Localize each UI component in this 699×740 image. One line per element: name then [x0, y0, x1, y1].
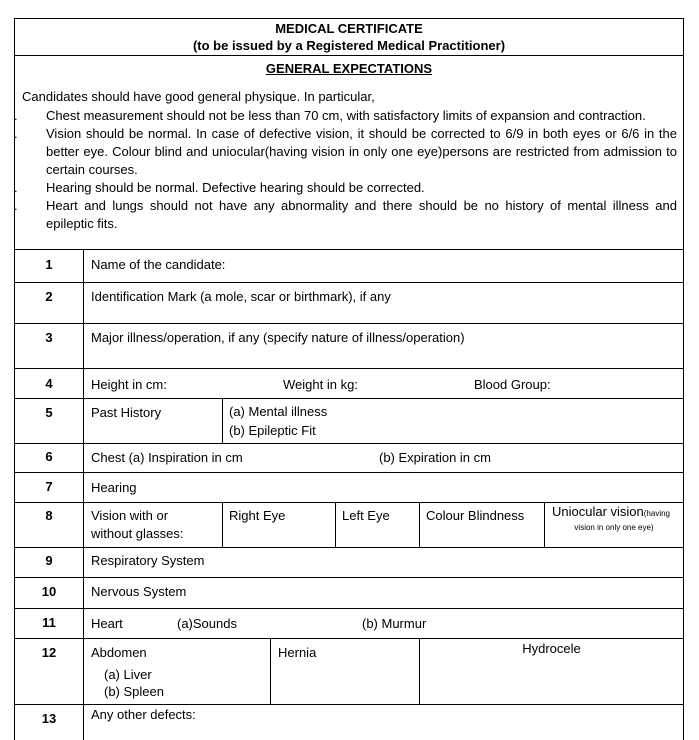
page-subtitle: (to be issued by a Registered Medical Practitioner)	[192, 38, 506, 53]
row-divider	[14, 638, 684, 639]
row-number: 2	[45, 289, 53, 304]
height-field[interactable]: Height in cm:	[91, 377, 167, 392]
row-number: 1	[45, 257, 53, 272]
border-right	[683, 18, 684, 740]
row-divider	[14, 282, 684, 283]
expectation-item: Vision should be normal. In case of defective vision, it should be corrected to 6/9 in both eyes or 6/6 in the better eye. Colour blind and uniocular(having vision in only one eye)persons are restricted from admission to certain courses.	[46, 126, 677, 177]
bullet-marker: .	[14, 180, 18, 195]
cell-divider	[270, 638, 271, 704]
expectation-item: Hearing should be normal. Defective hearing should be corrected.	[46, 180, 425, 195]
row-number: 12	[41, 645, 57, 660]
row-number: 5	[45, 405, 53, 420]
cell-divider	[222, 398, 223, 443]
row-number: 13	[41, 711, 57, 726]
uniocular-note: (having	[643, 509, 671, 518]
abdomen-label: Abdomen	[91, 645, 147, 660]
cell-divider	[335, 502, 336, 547]
vision-label-line1: Vision with or	[91, 508, 169, 523]
row-divider	[14, 443, 684, 444]
heart-label: Heart	[91, 616, 123, 631]
row-number: 10	[41, 584, 57, 599]
bullet-marker: .	[14, 108, 18, 123]
liver-field[interactable]: (a) Liver	[104, 667, 152, 682]
row-divider	[14, 398, 684, 399]
expectation-item: Heart and lungs should not have any abnormality and there should be no history of mental illness and epileptic fits.	[46, 198, 677, 231]
row-number: 7	[45, 479, 53, 494]
row-number: 3	[45, 330, 53, 345]
identification-mark-field[interactable]: Identification Mark (a mole, scar or birthmark), if any	[91, 289, 391, 304]
row-divider	[14, 323, 684, 324]
row-number: 11	[42, 615, 56, 630]
colour-blindness-field[interactable]: Colour Blindness	[426, 508, 525, 523]
border-top	[14, 18, 684, 19]
mental-illness-field[interactable]: (a) Mental illness	[229, 404, 328, 419]
left-eye-field[interactable]: Left Eye	[342, 508, 390, 523]
row-number: 8	[45, 508, 53, 523]
heart-sounds-field[interactable]: (a)Sounds	[177, 616, 237, 631]
chest-expiration-field[interactable]: (b) Expiration in cm	[379, 450, 491, 465]
row-divider	[14, 547, 684, 548]
hearing-field[interactable]: Hearing	[91, 480, 137, 495]
hydrocele-field[interactable]: Hydrocele	[522, 641, 581, 656]
weight-field[interactable]: Weight in kg:	[283, 377, 358, 392]
expectations-intro: Candidates should have good general physique. In particular,	[22, 89, 375, 104]
row-divider	[14, 472, 684, 473]
table-top	[14, 249, 684, 250]
candidate-name-field[interactable]: Name of the candidate:	[91, 257, 226, 272]
cell-divider	[419, 502, 420, 547]
past-history-label: Past History	[91, 405, 162, 420]
hernia-field[interactable]: Hernia	[278, 645, 317, 660]
respiratory-system-field[interactable]: Respiratory System	[91, 553, 205, 568]
row-number: 4	[45, 376, 53, 391]
header-divider	[14, 55, 684, 56]
row-divider	[14, 704, 684, 705]
spleen-field[interactable]: (b) Spleen	[104, 684, 164, 699]
page-title: MEDICAL CERTIFICATE	[275, 21, 423, 36]
epileptic-fit-field[interactable]: (b) Epileptic Fit	[229, 423, 316, 438]
heart-murmur-field[interactable]: (b) Murmur	[362, 616, 427, 631]
other-defects-field[interactable]: Any other defects:	[91, 707, 196, 722]
row-divider	[14, 608, 684, 609]
row-divider	[14, 368, 684, 369]
row-divider	[14, 577, 684, 578]
row-number: 9	[45, 553, 53, 568]
major-illness-field[interactable]: Major illness/operation, if any (specify nature of illness/operation)	[91, 330, 465, 345]
row-number: 6	[45, 449, 53, 464]
cell-divider	[222, 502, 223, 547]
right-eye-field[interactable]: Right Eye	[229, 508, 286, 523]
vision-label-line2: without glasses:	[91, 526, 184, 541]
bullet-marker: .	[14, 126, 18, 141]
bullet-marker: .	[14, 198, 18, 213]
uniocular-vision-field[interactable]	[552, 504, 670, 521]
row-divider	[14, 502, 684, 503]
expectations-heading: GENERAL EXPECTATIONS	[265, 61, 433, 76]
expectation-item: Chest measurement should not be less than 70 cm, with satisfactory limits of expansion and contraction.	[46, 108, 646, 123]
nervous-system-field[interactable]: Nervous System	[91, 584, 187, 599]
blood-group-field[interactable]: Blood Group:	[474, 377, 551, 392]
uniocular-note-line2: vision in only one eye)	[574, 523, 654, 532]
uniocular-label: Uniocular vision	[552, 504, 644, 519]
chest-inspiration-field[interactable]: Chest (a) Inspiration in cm	[91, 450, 243, 465]
